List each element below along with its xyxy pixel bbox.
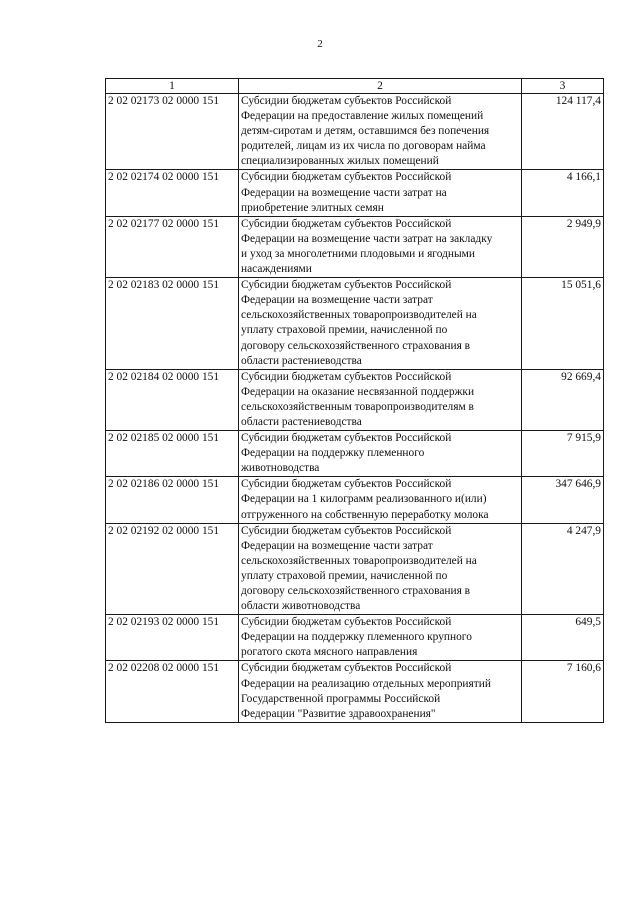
table-row <box>106 278 604 370</box>
description-cell <box>239 369 522 430</box>
budget-code-cell: 2 02 02177 02 0000 151 <box>106 216 239 277</box>
description-cell <box>239 94 522 170</box>
description-line: уплату страховой премии, начисленной по <box>241 569 448 582</box>
description-line: Федерации на возмещение части затрат <box>241 539 433 552</box>
description-line: Субсидии бюджетам субъектов Российской <box>241 478 452 491</box>
page-number: 2 <box>317 38 323 50</box>
description-cell <box>239 431 522 477</box>
table-row <box>106 615 604 661</box>
description-line: Субсидии бюджетам субъектов Российской <box>241 171 452 184</box>
amount-cell: 7 160,6 <box>522 661 604 722</box>
description-line: Федерации на 1 килограмм реализованного и(или) <box>241 493 487 506</box>
budget-code-cell: 2 02 02174 02 0000 151 <box>106 170 239 216</box>
description-line: сельскохозяйственных товаропроизводителей на <box>241 554 477 567</box>
table-row <box>106 431 604 477</box>
description-line: Федерации на предоставление жилых помещений <box>241 110 484 123</box>
description-line: родителей, лицам из их числа по договорам найма <box>241 140 486 153</box>
description-line: Субсидии бюджетам субъектов Российской <box>241 370 452 383</box>
description-line: Федерации на реализацию отдельных мероприятий <box>241 677 491 690</box>
description-cell <box>239 477 522 523</box>
amount-cell: 7 915,9 <box>522 431 604 477</box>
amount-cell: 2 949,9 <box>522 216 604 277</box>
description-line: Федерации на возмещение части затрат на закладку <box>241 232 493 245</box>
description-line: детям-сиротам и детям, оставшимся без попечения <box>241 125 490 138</box>
budget-code-cell: 2 02 02208 02 0000 151 <box>106 661 239 722</box>
description-line: рогатого скота мясного направления <box>241 646 418 659</box>
description-line: Федерации на возмещение части затрат <box>241 294 433 307</box>
budget-code-cell: 2 02 02183 02 0000 151 <box>106 278 239 370</box>
amount-cell: 347 646,9 <box>522 477 604 523</box>
description-line: Субсидии бюджетам субъектов Российской <box>241 279 452 292</box>
description-line: отгруженного на собственную переработку молока <box>241 508 489 521</box>
description-cell <box>239 661 522 722</box>
description-cell <box>239 278 522 370</box>
description-line: Федерации на поддержку племенного крупного <box>241 631 472 644</box>
description-line: Федерации на оказание несвязанной поддержки <box>241 385 475 398</box>
description-line: сельскохозяйственным товаропроизводителям в <box>241 400 474 413</box>
amount-cell: 15 051,6 <box>522 278 604 370</box>
description-line: Федерации "Развитие здравоохранения" <box>241 707 436 720</box>
amount-cell: 4 166,1 <box>522 170 604 216</box>
description-line: животноводства <box>241 462 320 475</box>
description-cell <box>239 216 522 277</box>
budget-code-cell: 2 02 02186 02 0000 151 <box>106 477 239 523</box>
description-line: специализированных жилых помещений <box>241 155 439 168</box>
table-row <box>106 661 604 722</box>
description-cell <box>239 523 522 615</box>
description-line: области животноводства <box>241 600 361 613</box>
description-line: Государственной программы Российской <box>241 692 441 705</box>
budget-code-cell: 2 02 02184 02 0000 151 <box>106 369 239 430</box>
description-line: договору сельскохозяйственного страхования в <box>241 339 471 352</box>
table-row <box>106 94 604 170</box>
table-row <box>106 170 604 216</box>
description-cell <box>239 170 522 216</box>
column-header-3: 3 <box>522 79 604 94</box>
column-header-1: 1 <box>106 79 239 94</box>
budget-code-cell: 2 02 02193 02 0000 151 <box>106 615 239 661</box>
description-line: и уход за многолетними плодовыми и ягодными <box>241 247 475 260</box>
budget-table <box>105 78 604 723</box>
description-cell <box>239 615 522 661</box>
description-line: Субсидии бюджетам субъектов Российской <box>241 662 452 675</box>
description-line: Федерации на поддержку племенного <box>241 447 425 460</box>
table-row <box>106 477 604 523</box>
description-line: сельскохозяйственных товаропроизводителей на <box>241 309 477 322</box>
budget-code-cell: 2 02 02192 02 0000 151 <box>106 523 239 615</box>
amount-cell: 649,5 <box>522 615 604 661</box>
amount-cell: 4 247,9 <box>522 523 604 615</box>
description-line: области растениеводства <box>241 415 362 428</box>
amount-cell: 92 669,4 <box>522 369 604 430</box>
table-body <box>106 94 604 723</box>
description-line: Субсидии бюджетам субъектов Российской <box>241 95 452 107</box>
description-line: договору сельскохозяйственного страхования в <box>241 585 471 597</box>
table-header-row <box>106 79 604 94</box>
table-row <box>106 523 604 615</box>
description-line: уплату страховой премии, начисленной по <box>241 324 448 337</box>
table-row <box>106 369 604 430</box>
description-line: Субсидии бюджетам субъектов Российской <box>241 432 452 445</box>
description-line: Субсидии бюджетам субъектов Российской <box>241 217 452 230</box>
description-line: приобретение элитных семян <box>241 201 384 214</box>
description-line: насаждениями <box>241 263 312 276</box>
column-header-2: 2 <box>239 79 522 94</box>
amount-cell: 124 117,4 <box>522 94 604 170</box>
table-row <box>106 216 604 277</box>
budget-code-cell: 2 02 02185 02 0000 151 <box>106 431 239 477</box>
description-line: Субсидии бюджетам субъектов Российской <box>241 616 452 629</box>
description-line: Субсидии бюджетам субъектов Российской <box>241 524 452 537</box>
budget-code-cell: 2 02 02173 02 0000 151 <box>106 94 239 170</box>
description-line: области растениеводства <box>241 354 362 367</box>
description-line: Федерации на возмещение части затрат на <box>241 186 447 199</box>
